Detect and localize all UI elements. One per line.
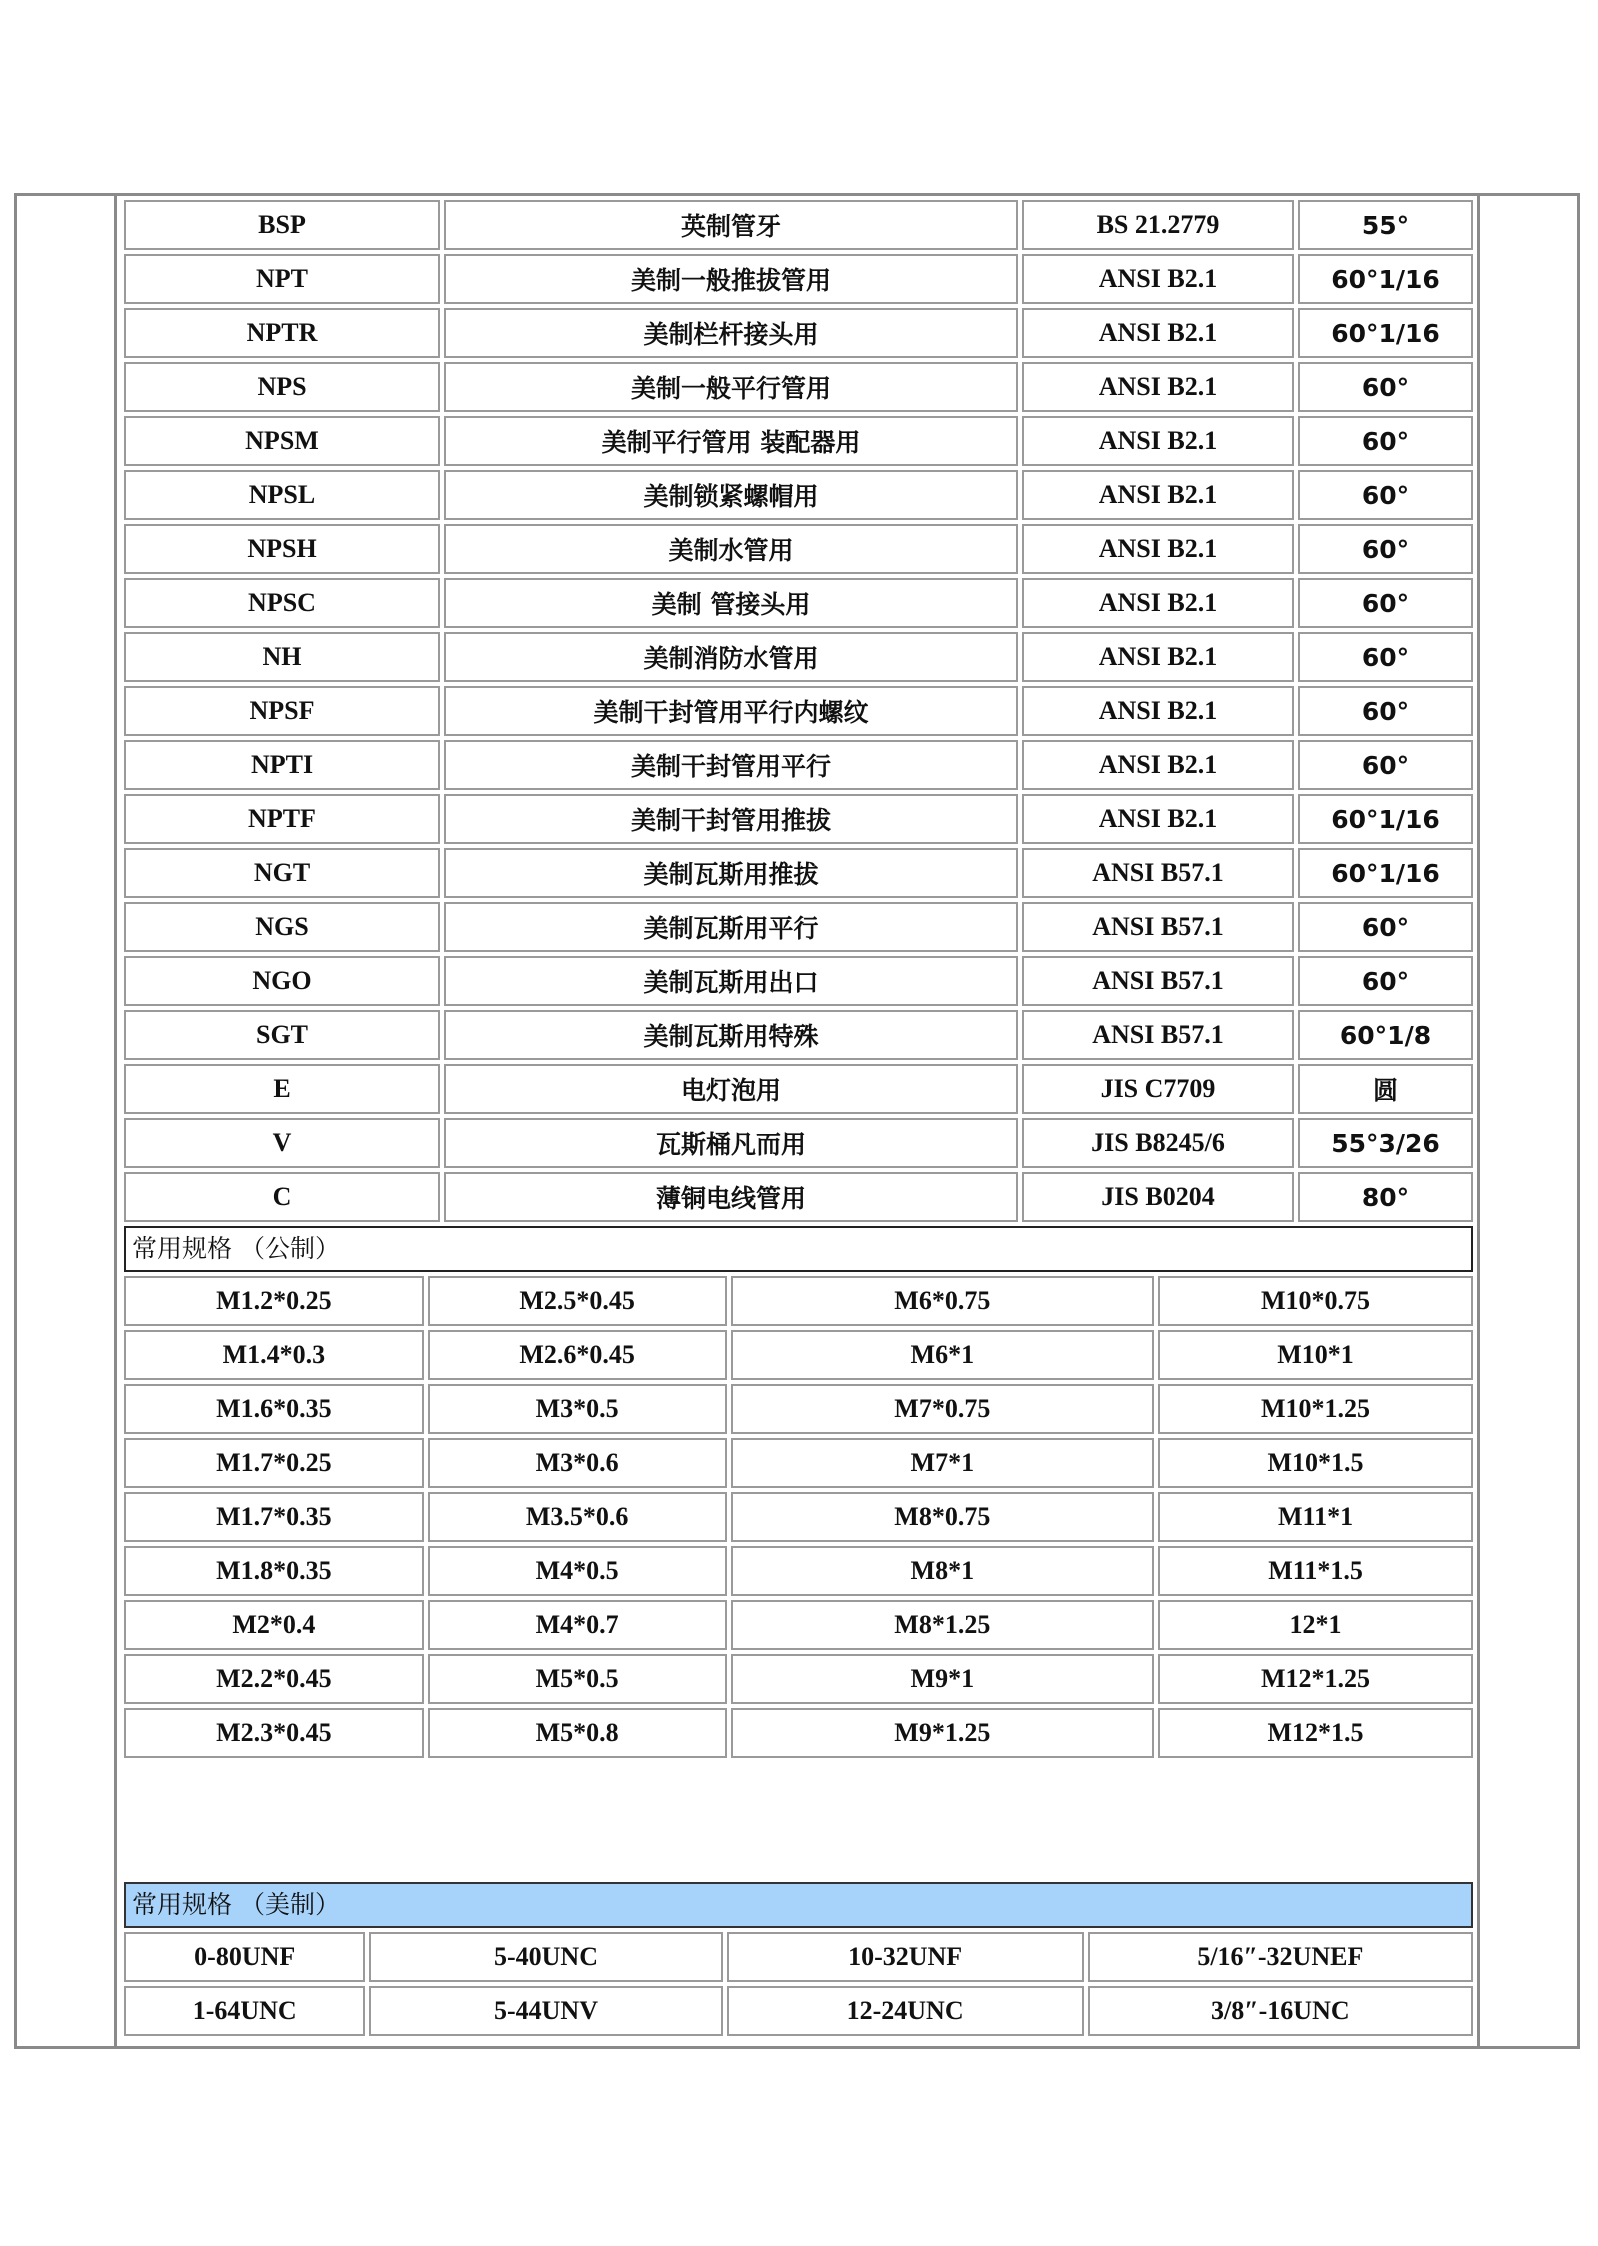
table-row bbox=[124, 1118, 1473, 1168]
thread-description-cell: 美制水管用 bbox=[444, 524, 1018, 574]
thread-standard-cell: ANSI B2.1 bbox=[1022, 308, 1294, 358]
spec-cell: 3/8″-16UNC bbox=[1088, 1986, 1473, 2036]
thread-standard-cell: ANSI B57.1 bbox=[1022, 1010, 1294, 1060]
right-margin-column bbox=[1477, 196, 1577, 2046]
spec-cell: M11*1.5 bbox=[1158, 1546, 1473, 1596]
spec-cell: M7*0.75 bbox=[731, 1384, 1155, 1434]
table-row bbox=[124, 1708, 1473, 1758]
spec-cell: M5*0.8 bbox=[428, 1708, 727, 1758]
table-row bbox=[124, 308, 1473, 358]
thread-code-cell: NGT bbox=[124, 848, 440, 898]
thread-code-cell: NPSF bbox=[124, 686, 440, 736]
spec-cell: M2*0.4 bbox=[124, 1600, 424, 1650]
spec-cell: M3*0.6 bbox=[428, 1438, 727, 1488]
spec-cell: M2.2*0.45 bbox=[124, 1654, 424, 1704]
thread-description-cell: 美制干封管用平行内螺纹 bbox=[444, 686, 1018, 736]
thread-description-cell: 美制消防水管用 bbox=[444, 632, 1018, 682]
thread-angle-cell: 60° bbox=[1298, 524, 1473, 574]
spec-cell: 1-64UNC bbox=[124, 1986, 365, 2036]
thread-code-cell: NPT bbox=[124, 254, 440, 304]
thread-angle-cell: 圆 bbox=[1298, 1064, 1473, 1114]
thread-angle-cell: 60° bbox=[1298, 686, 1473, 736]
spec-cell: M2.3*0.45 bbox=[124, 1708, 424, 1758]
table-row bbox=[124, 848, 1473, 898]
spec-cell: M9*1 bbox=[731, 1654, 1155, 1704]
spec-cell: M9*1.25 bbox=[731, 1708, 1155, 1758]
spec-cell: 10-32UNF bbox=[727, 1932, 1084, 1982]
thread-angle-cell: 60° bbox=[1298, 632, 1473, 682]
thread-description-cell: 美制平行管用 装配器用 bbox=[444, 416, 1018, 466]
thread-code-cell: NGS bbox=[124, 902, 440, 952]
spec-cell: M10*1.25 bbox=[1158, 1384, 1473, 1434]
spec-cell: 5/16″-32UNEF bbox=[1088, 1932, 1473, 1982]
table-row bbox=[124, 470, 1473, 520]
thread-code-cell: C bbox=[124, 1172, 440, 1222]
thread-code-cell: NPSH bbox=[124, 524, 440, 574]
thread-standard-cell: ANSI B2.1 bbox=[1022, 524, 1294, 574]
thread-description-cell: 美制瓦斯用推拔 bbox=[444, 848, 1018, 898]
thread-standard-cell: ANSI B2.1 bbox=[1022, 416, 1294, 466]
thread-standard-cell: ANSI B2.1 bbox=[1022, 686, 1294, 736]
thread-standard-cell: ANSI B2.1 bbox=[1022, 632, 1294, 682]
thread-description-cell: 美制干封管用推拔 bbox=[444, 794, 1018, 844]
thread-angle-cell: 60° bbox=[1298, 902, 1473, 952]
table-row bbox=[124, 1492, 1473, 1542]
thread-angle-cell: 80° bbox=[1298, 1172, 1473, 1222]
table-row bbox=[124, 1546, 1473, 1596]
thread-standard-cell: ANSI B57.1 bbox=[1022, 956, 1294, 1006]
spec-cell: M1.7*0.35 bbox=[124, 1492, 424, 1542]
thread-standard-cell: JIS B8245/6 bbox=[1022, 1118, 1294, 1168]
table-row bbox=[124, 200, 1473, 250]
thread-standard-cell: ANSI B2.1 bbox=[1022, 470, 1294, 520]
thread-code-cell: NGO bbox=[124, 956, 440, 1006]
thread-description-cell: 薄铜电线管用 bbox=[444, 1172, 1018, 1222]
content-area bbox=[120, 196, 1477, 2046]
thread-type-table bbox=[120, 196, 1477, 1226]
thread-angle-cell: 60°1/16 bbox=[1298, 254, 1473, 304]
spec-cell: M6*0.75 bbox=[731, 1276, 1155, 1326]
thread-standard-cell: ANSI B2.1 bbox=[1022, 254, 1294, 304]
table-row bbox=[124, 362, 1473, 412]
spec-cell: M2.6*0.45 bbox=[428, 1330, 727, 1380]
thread-code-cell: NPSC bbox=[124, 578, 440, 628]
table-row bbox=[124, 1438, 1473, 1488]
spec-cell: M10*1 bbox=[1158, 1330, 1473, 1380]
thread-description-cell: 美制瓦斯用出口 bbox=[444, 956, 1018, 1006]
thread-standard-cell: ANSI B2.1 bbox=[1022, 794, 1294, 844]
thread-description-cell: 美制瓦斯用特殊 bbox=[444, 1010, 1018, 1060]
spec-cell: M3.5*0.6 bbox=[428, 1492, 727, 1542]
spacer bbox=[120, 1762, 1477, 1882]
spec-cell: M6*1 bbox=[731, 1330, 1155, 1380]
table-row bbox=[124, 1276, 1473, 1326]
spec-cell: 0-80UNF bbox=[124, 1932, 365, 1982]
thread-standard-cell: ANSI B2.1 bbox=[1022, 578, 1294, 628]
thread-code-cell: NPTI bbox=[124, 740, 440, 790]
thread-angle-cell: 60°1/16 bbox=[1298, 848, 1473, 898]
thread-description-cell: 英制管牙 bbox=[444, 200, 1018, 250]
thread-angle-cell: 60° bbox=[1298, 578, 1473, 628]
spec-cell: M8*1 bbox=[731, 1546, 1155, 1596]
table-row bbox=[124, 416, 1473, 466]
thread-angle-cell: 60° bbox=[1298, 416, 1473, 466]
spec-cell: M1.8*0.35 bbox=[124, 1546, 424, 1596]
spec-cell: M1.6*0.35 bbox=[124, 1384, 424, 1434]
spec-cell: M10*1.5 bbox=[1158, 1438, 1473, 1488]
table-row bbox=[124, 254, 1473, 304]
thread-description-cell: 美制干封管用平行 bbox=[444, 740, 1018, 790]
thread-angle-cell: 60°1/16 bbox=[1298, 308, 1473, 358]
spec-cell: M3*0.5 bbox=[428, 1384, 727, 1434]
table-row bbox=[124, 578, 1473, 628]
spec-cell: M4*0.5 bbox=[428, 1546, 727, 1596]
thread-code-cell: NPTR bbox=[124, 308, 440, 358]
table-row bbox=[124, 1986, 1473, 2036]
thread-code-cell: NPS bbox=[124, 362, 440, 412]
spec-cell: M7*1 bbox=[731, 1438, 1155, 1488]
thread-code-cell: SGT bbox=[124, 1010, 440, 1060]
spec-cell: M1.4*0.3 bbox=[124, 1330, 424, 1380]
table-row bbox=[124, 632, 1473, 682]
spec-cell: M1.2*0.25 bbox=[124, 1276, 424, 1326]
thread-angle-cell: 55° bbox=[1298, 200, 1473, 250]
spec-cell: 5-44UNV bbox=[369, 1986, 722, 2036]
table-row bbox=[124, 740, 1473, 790]
thread-standard-cell: ANSI B2.1 bbox=[1022, 362, 1294, 412]
table-row bbox=[124, 794, 1473, 844]
spec-cell: M11*1 bbox=[1158, 1492, 1473, 1542]
table-row bbox=[124, 1654, 1473, 1704]
thread-angle-cell: 60° bbox=[1298, 956, 1473, 1006]
spec-cell: M1.7*0.25 bbox=[124, 1438, 424, 1488]
spec-cell: M10*0.75 bbox=[1158, 1276, 1473, 1326]
thread-code-cell: NPSM bbox=[124, 416, 440, 466]
thread-code-cell: NPSL bbox=[124, 470, 440, 520]
spec-cell: 12*1 bbox=[1158, 1600, 1473, 1650]
us-thread-table bbox=[120, 1928, 1477, 2040]
table-row bbox=[124, 1932, 1473, 1982]
thread-standard-cell: JIS B0204 bbox=[1022, 1172, 1294, 1222]
thread-standard-cell: ANSI B2.1 bbox=[1022, 740, 1294, 790]
thread-description-cell: 瓦斯桶凡而用 bbox=[444, 1118, 1018, 1168]
thread-description-cell: 美制 管接头用 bbox=[444, 578, 1018, 628]
spec-cell: M12*1.5 bbox=[1158, 1708, 1473, 1758]
thread-code-cell: BSP bbox=[124, 200, 440, 250]
thread-code-cell: NPTF bbox=[124, 794, 440, 844]
metric-thread-table bbox=[120, 1272, 1477, 1762]
thread-angle-cell: 60°1/16 bbox=[1298, 794, 1473, 844]
thread-standard-cell: ANSI B57.1 bbox=[1022, 902, 1294, 952]
thread-code-cell: V bbox=[124, 1118, 440, 1168]
thread-angle-cell: 60°1/8 bbox=[1298, 1010, 1473, 1060]
table-row bbox=[124, 1330, 1473, 1380]
table-row bbox=[124, 1064, 1473, 1114]
thread-description-cell: 美制锁紧螺帽用 bbox=[444, 470, 1018, 520]
thread-angle-cell: 55°3/26 bbox=[1298, 1118, 1473, 1168]
thread-standard-cell: ANSI B57.1 bbox=[1022, 848, 1294, 898]
spec-cell: M2.5*0.45 bbox=[428, 1276, 727, 1326]
thread-standard-cell: JIS C7709 bbox=[1022, 1064, 1294, 1114]
thread-description-cell: 美制栏杆接头用 bbox=[444, 308, 1018, 358]
spec-cell: M4*0.7 bbox=[428, 1600, 727, 1650]
table-row bbox=[124, 686, 1473, 736]
spec-cell: M12*1.25 bbox=[1158, 1654, 1473, 1704]
spec-cell: 12-24UNC bbox=[727, 1986, 1084, 2036]
table-row bbox=[124, 1010, 1473, 1060]
spec-cell: M8*1.25 bbox=[731, 1600, 1155, 1650]
thread-angle-cell: 60° bbox=[1298, 740, 1473, 790]
metric-section-title: 常用规格 （公制） bbox=[124, 1226, 1473, 1272]
spec-cell: 5-40UNC bbox=[369, 1932, 722, 1982]
thread-standard-cell: BS 21.2779 bbox=[1022, 200, 1294, 250]
table-row bbox=[124, 1384, 1473, 1434]
table-row bbox=[124, 524, 1473, 574]
thread-description-cell: 美制一般平行管用 bbox=[444, 362, 1018, 412]
thread-description-cell: 美制瓦斯用平行 bbox=[444, 902, 1018, 952]
thread-code-cell: NH bbox=[124, 632, 440, 682]
table-row bbox=[124, 956, 1473, 1006]
table-row bbox=[124, 902, 1473, 952]
spec-cell: M5*0.5 bbox=[428, 1654, 727, 1704]
page-frame bbox=[14, 193, 1580, 2049]
us-section-title: 常用规格 （美制） bbox=[124, 1882, 1473, 1928]
table-row bbox=[124, 1600, 1473, 1650]
thread-angle-cell: 60° bbox=[1298, 470, 1473, 520]
left-margin-column bbox=[17, 196, 117, 2046]
table-row bbox=[124, 1172, 1473, 1222]
thread-code-cell: E bbox=[124, 1064, 440, 1114]
thread-description-cell: 电灯泡用 bbox=[444, 1064, 1018, 1114]
spec-cell: M8*0.75 bbox=[731, 1492, 1155, 1542]
thread-description-cell: 美制一般推拔管用 bbox=[444, 254, 1018, 304]
thread-angle-cell: 60° bbox=[1298, 362, 1473, 412]
